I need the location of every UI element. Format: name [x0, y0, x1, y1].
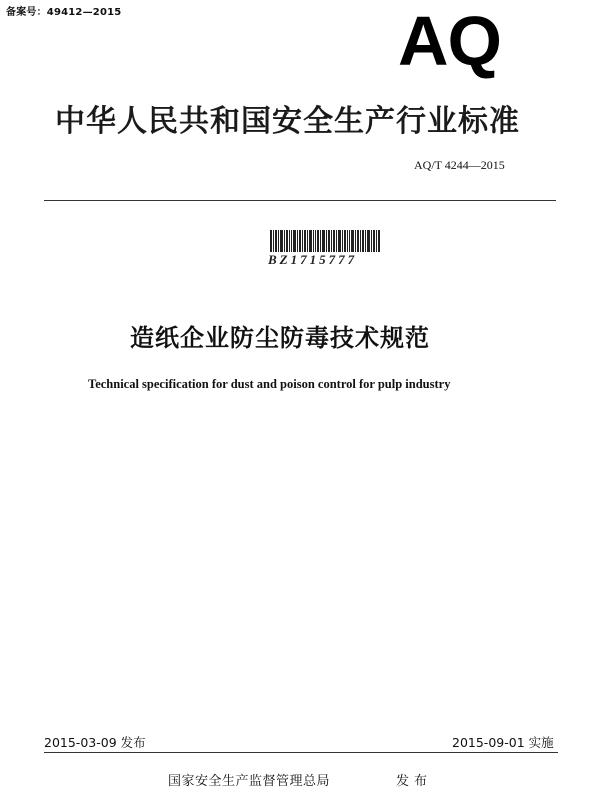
barcode-number: BZ1715777	[268, 252, 358, 267]
aq-logo: AQ	[398, 2, 501, 80]
barcode-graphic	[270, 230, 380, 252]
record-number: 备案号：49412—2015	[6, 7, 122, 18]
document-title-english: Technical specification for dust and poison control for pulp industry	[88, 377, 451, 391]
bottom-divider	[44, 752, 558, 753]
standard-category-title: 中华人民共和国安全生产行业标准	[55, 104, 520, 139]
document-title-chinese: 造纸企业防尘防毒技术规范	[130, 324, 430, 352]
top-divider	[44, 200, 556, 201]
standard-code: AQ/T 4244—2015	[414, 158, 505, 172]
publisher-name: 国家安全生产监督管理总局	[168, 774, 331, 789]
implementation-date: 2015-09-01 实施	[452, 735, 554, 750]
issue-date: 2015-03-09 发布	[44, 735, 146, 750]
publish-label: 发布	[396, 774, 433, 789]
